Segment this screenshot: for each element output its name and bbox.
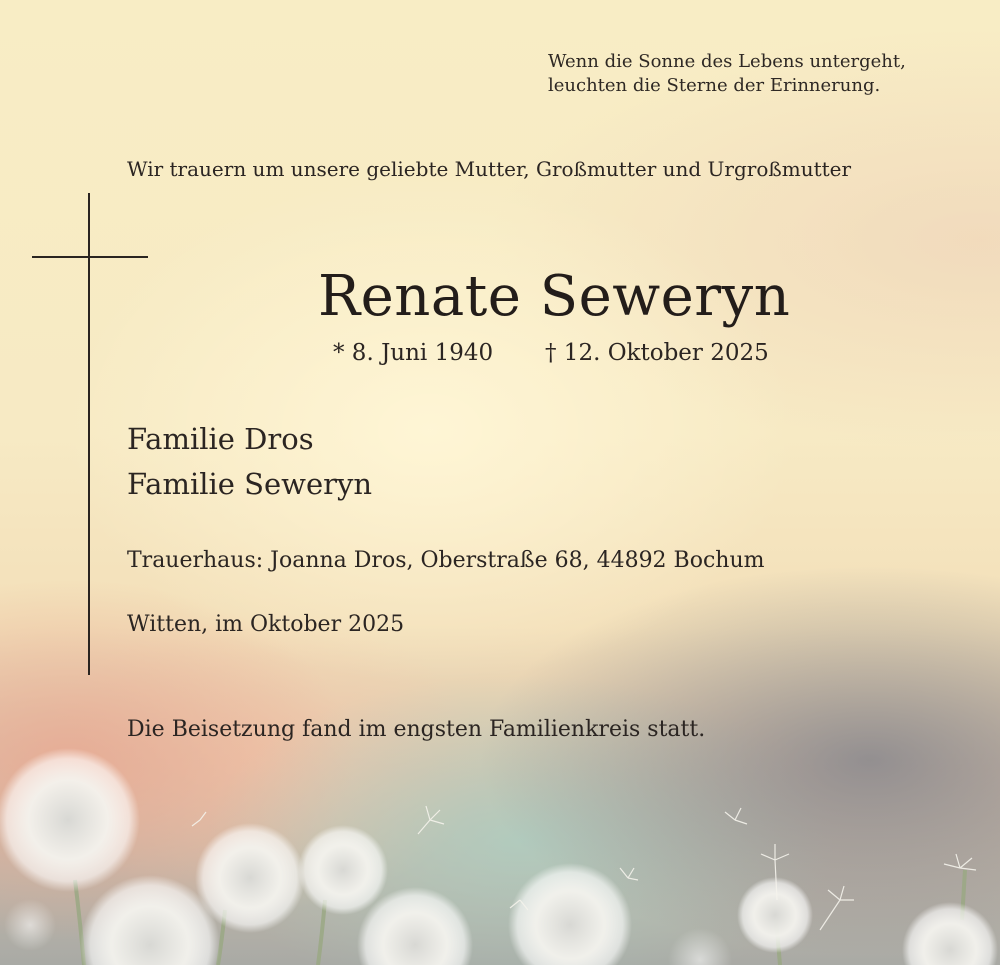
house-of-mourning: Trauerhaus: Joanna Dros, Oberstraße 68, 44892 Bochum	[127, 548, 765, 573]
memorial-motto	[548, 50, 906, 98]
place-and-date: Witten, im Oktober 2025	[127, 612, 405, 637]
birth-date: * 8. Juni 1940	[333, 340, 494, 366]
mourning-intro: Wir trauern um unsere geliebte Mutter, Großmutter und Urgroßmutter	[127, 157, 852, 181]
deceased-name: Renate Seweryn	[318, 264, 791, 329]
death-date: † 12. Oktober 2025	[545, 340, 769, 366]
cross-icon-horizontal	[32, 256, 148, 258]
burial-note: Die Beisetzung fand im engsten Familienkreis statt.	[127, 717, 706, 742]
mourner-family-1: Familie Dros	[127, 422, 314, 456]
motto-line-1: Wenn die Sonne des Lebens untergeht,	[548, 51, 906, 72]
motto-line-2: leuchten die Sterne der Erinnerung.	[548, 75, 881, 96]
mourner-family-2: Familie Seweryn	[127, 467, 373, 501]
cross-icon-vertical	[88, 193, 90, 675]
